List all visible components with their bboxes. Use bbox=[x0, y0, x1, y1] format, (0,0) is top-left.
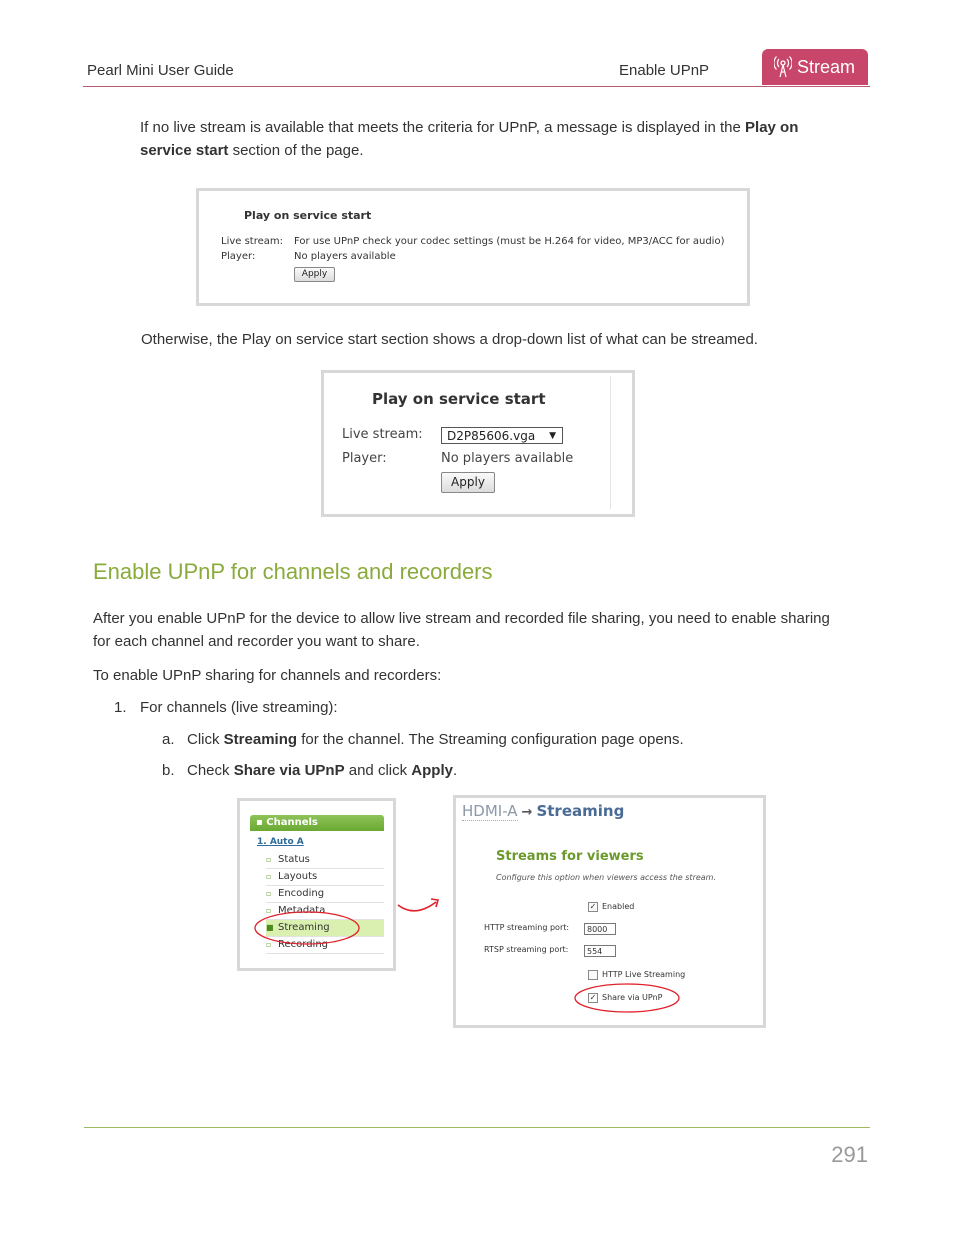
header-rule bbox=[83, 86, 870, 87]
player-label: Player: bbox=[342, 451, 387, 466]
channel-link[interactable] bbox=[257, 837, 304, 847]
rtsp-port-input[interactable]: 554 bbox=[584, 945, 616, 957]
dropdown-screenshot bbox=[321, 370, 635, 517]
menu-item-label: Recording bbox=[278, 939, 329, 950]
menu-item-layouts[interactable] bbox=[266, 869, 384, 886]
hls-checkbox[interactable] bbox=[588, 970, 598, 980]
streams-for-viewers-title: Streams for viewers bbox=[496, 849, 644, 864]
share-upnp-label: Share via UPnP bbox=[602, 993, 663, 1002]
no-stream-screenshot bbox=[196, 188, 750, 306]
scrollbar[interactable] bbox=[610, 376, 629, 509]
stream-badge bbox=[762, 49, 868, 85]
step-b-post: . bbox=[452, 762, 458, 779]
step-b-mid: and click bbox=[344, 762, 412, 779]
section-paragraph-2: To enable UPnP sharing for channels and recorders: bbox=[93, 667, 442, 684]
bullet-icon: ▫ bbox=[266, 889, 272, 898]
section-paragraph-1: After you enable UPnP for the device to allow live stream and recorded file sharing, you need to enable sharing for each channel and recorder you want to share. bbox=[93, 610, 830, 650]
section-heading: Enable UPnP for channels and recorders bbox=[93, 559, 493, 584]
http-port-label: HTTP streaming port: bbox=[484, 923, 570, 932]
step-a-post: for the channel. The Streaming configuration page opens. bbox=[297, 731, 684, 748]
step-b-text bbox=[187, 759, 457, 782]
channels-panel-screenshot bbox=[237, 798, 396, 971]
menu-item-label: Streaming bbox=[278, 922, 330, 933]
bullet-icon: ▫ bbox=[266, 940, 272, 949]
footer-rule bbox=[84, 1127, 870, 1128]
menu-item-status[interactable] bbox=[266, 852, 384, 869]
menu-item-label: Layouts bbox=[278, 871, 318, 882]
live-stream-label: Live stream: bbox=[342, 427, 423, 442]
breadcrumb-source[interactable]: HDMI-A bbox=[462, 802, 518, 820]
red-arrow-icon bbox=[395, 893, 443, 919]
channel-link-label: 1. Auto A bbox=[257, 837, 304, 847]
arrow-right-icon: → bbox=[521, 805, 533, 820]
player-value: No players available bbox=[294, 251, 396, 262]
live-stream-selected: D2P85606.vga bbox=[447, 429, 536, 443]
enabled-checkbox[interactable]: ✓ bbox=[589, 902, 597, 911]
codec-message: For use UPnP check your codec settings (must be H.264 for video, MP3/ACC for audio) bbox=[294, 236, 725, 247]
channels-header: ▪ Channels bbox=[250, 815, 384, 831]
step-b-marker: b. bbox=[162, 762, 175, 779]
step-1-number: 1. bbox=[114, 699, 127, 716]
step-a-pre: Click bbox=[187, 731, 224, 748]
live-stream-label: Live stream: bbox=[221, 236, 284, 247]
breadcrumb-page: Streaming bbox=[536, 802, 625, 820]
otherwise-paragraph: Otherwise, the Play on service start section shows a drop-down list of what can be streamed. bbox=[141, 331, 758, 348]
player-value: No players available bbox=[441, 451, 574, 466]
enabled-label: Enabled bbox=[602, 902, 635, 911]
step-a-bold: Streaming bbox=[223, 731, 298, 748]
guide-title: Pearl Mini User Guide bbox=[87, 62, 234, 79]
broadcast-icon bbox=[774, 55, 792, 79]
hls-label: HTTP Live Streaming bbox=[602, 970, 686, 979]
step-1-text: For channels (live streaming): bbox=[140, 699, 338, 716]
streams-description: Configure this option when viewers access the stream. bbox=[496, 873, 717, 882]
apply-button[interactable]: Apply bbox=[294, 267, 335, 282]
player-label: Player: bbox=[221, 251, 256, 262]
breadcrumb bbox=[462, 802, 624, 820]
menu-item-label: Encoding bbox=[278, 888, 325, 899]
apply-button[interactable]: Apply bbox=[441, 472, 495, 493]
menu-item-encoding[interactable] bbox=[266, 886, 384, 903]
rtsp-port-label: RTSP streaming port: bbox=[484, 945, 569, 954]
step-b-pre: Check bbox=[187, 762, 234, 779]
http-port-input[interactable]: 8000 bbox=[584, 923, 616, 935]
share-upnp-checkbox[interactable]: ✓ bbox=[589, 993, 597, 1002]
bullet-icon: ▫ bbox=[266, 872, 272, 881]
bullet-icon: ■ bbox=[266, 923, 274, 932]
step-a-text bbox=[187, 728, 684, 751]
intro-text-start: If no live stream is available that meets the criteria for UPnP, a message is displayed in the bbox=[140, 119, 746, 136]
intro-bold-term: Play on service start bbox=[140, 119, 799, 159]
chevron-down-icon: ▼ bbox=[549, 431, 556, 441]
section-title: Enable UPnP bbox=[619, 62, 710, 79]
badge-label: Stream bbox=[797, 57, 856, 77]
play-on-start-title: Play on service start bbox=[372, 390, 546, 408]
page-number: 291 bbox=[831, 1142, 868, 1167]
highlight-ellipse bbox=[254, 910, 366, 946]
intro-text-end: section of the page. bbox=[228, 142, 364, 159]
intro-paragraph bbox=[140, 116, 840, 162]
menu-item-label: Status bbox=[278, 854, 310, 865]
bullet-icon: ▫ bbox=[266, 855, 272, 864]
step-b-bold-1: Share via UPnP bbox=[233, 762, 345, 779]
streaming-config-screenshot bbox=[453, 795, 766, 1028]
live-stream-select[interactable] bbox=[441, 427, 563, 444]
step-a-marker: a. bbox=[162, 731, 175, 748]
bullet-icon: ▫ bbox=[266, 906, 272, 915]
step-b-bold-2: Apply bbox=[411, 762, 453, 779]
play-on-start-title: Play on service start bbox=[244, 209, 372, 222]
highlight-ellipse bbox=[574, 983, 682, 1015]
channels-header-label: Channels bbox=[266, 817, 318, 828]
menu-item-label: Metadata bbox=[278, 905, 326, 916]
